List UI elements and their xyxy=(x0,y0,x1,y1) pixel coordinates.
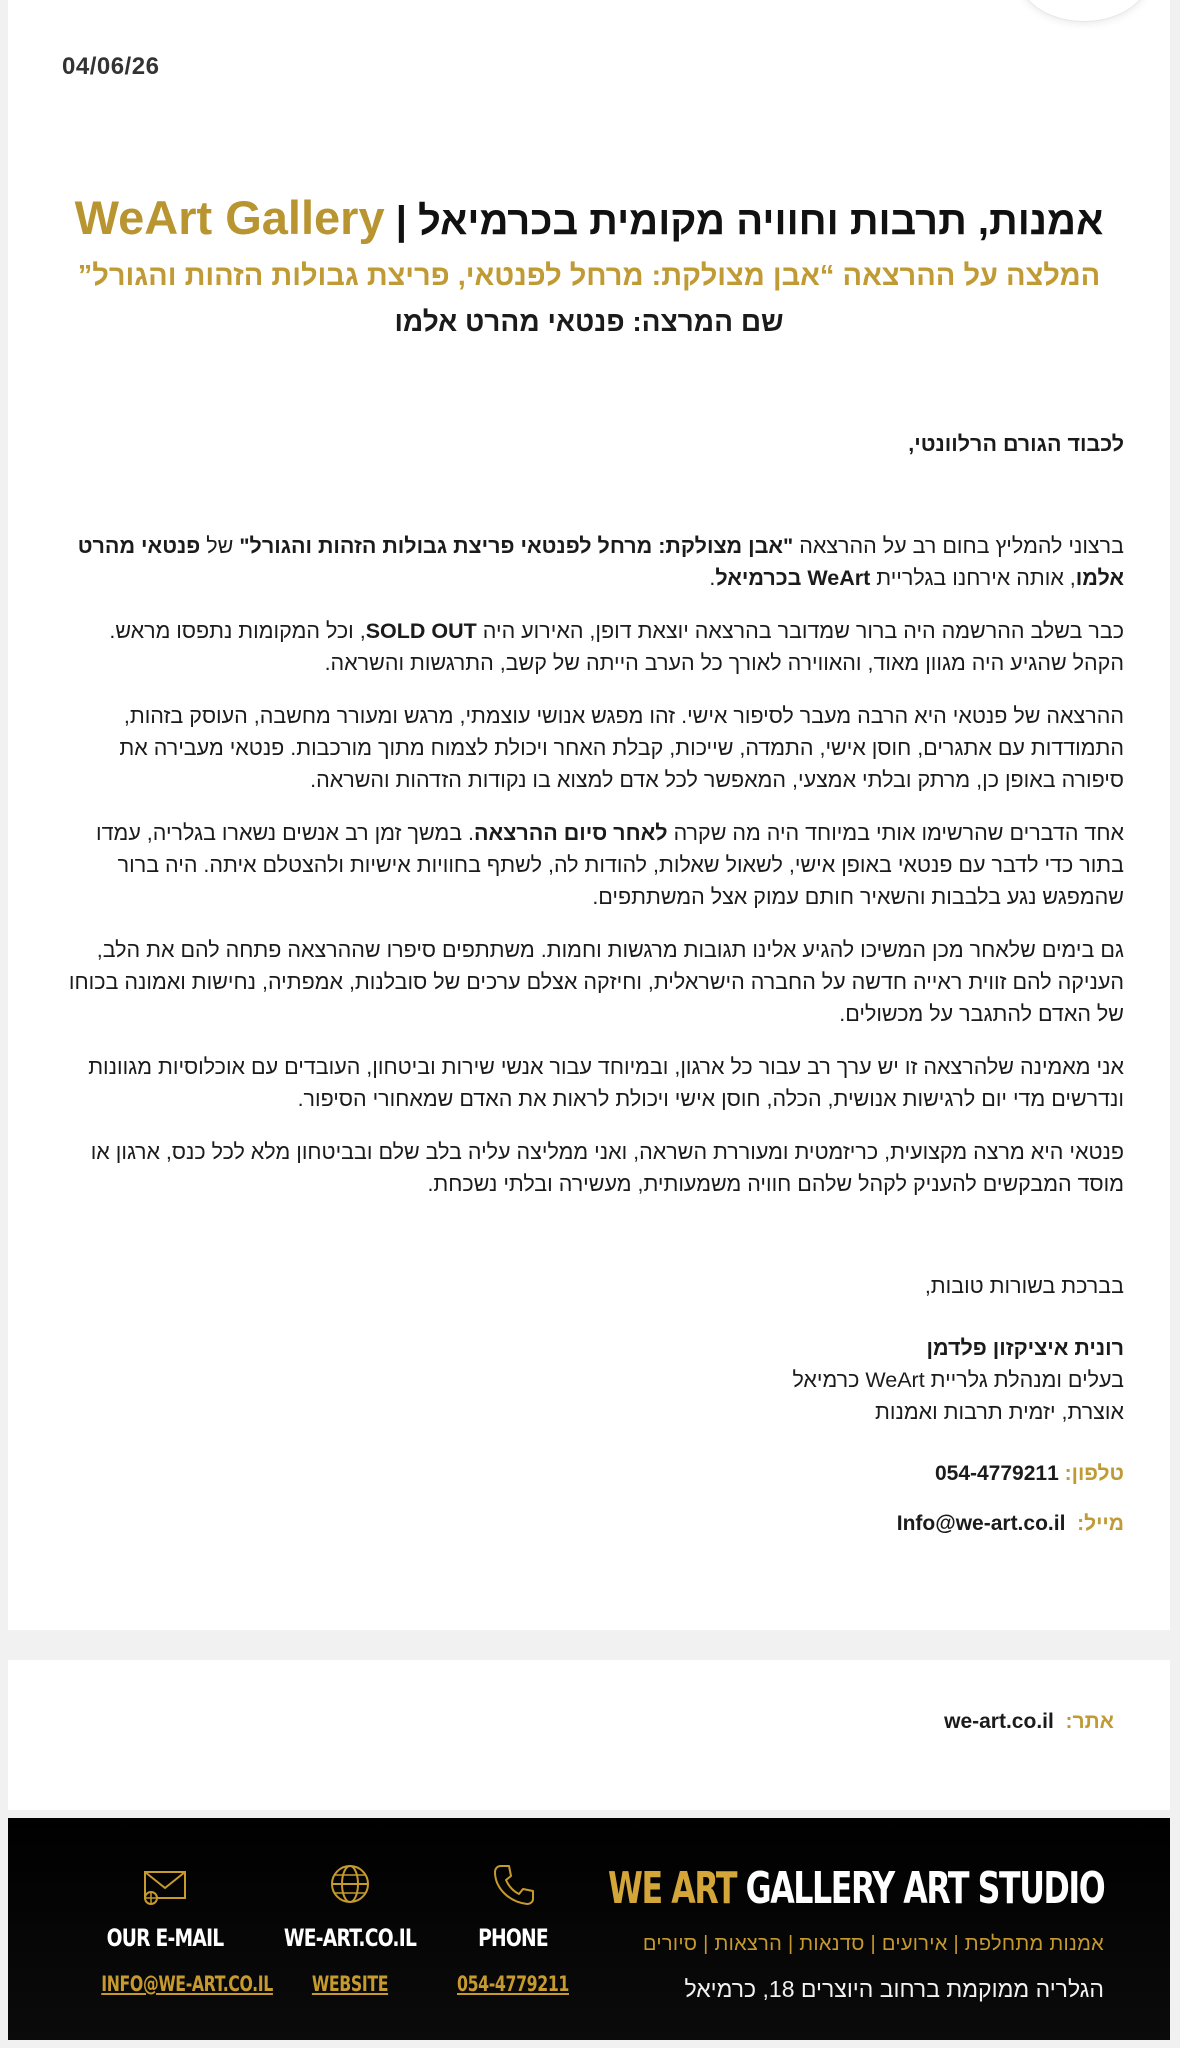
website-value[interactable]: we-art.co.il xyxy=(944,1710,1054,1733)
phone-value[interactable]: 054-4779211 xyxy=(934,1462,1059,1485)
signer-name: רונית איציקזון פלדמן xyxy=(926,1336,1124,1360)
subtitle: המלצה על ההרצאה “אבן מצולקת: מרחל לפנטאי, פריצת גבולות הזהות והגורל” xyxy=(77,260,1101,292)
letter-date: 04/06/26 xyxy=(62,53,160,80)
title-text: אמנות, תרבות וחוויה מקומית בכרמיאל | xyxy=(384,199,1104,243)
footer-phone-link[interactable]: 054-4779211 xyxy=(456,1972,570,1996)
footer-email-link[interactable]: INFO@WE-ART.CO.IL xyxy=(101,1972,273,1996)
letter-card xyxy=(8,0,1170,1630)
signoff: בברכת בשורות טובות, xyxy=(924,1274,1124,1298)
website-line xyxy=(944,1710,1114,1734)
greeting: לכבוד הגורם הרלוונטי, xyxy=(908,432,1124,456)
envelope-icon xyxy=(139,1858,191,1910)
paragraph-2: כבר בשלב ההרשמה היה ברור שמדובר בהרצאה יוצאת דופן, האירוע היה SOLD OUT, וכל המקומות נתפסו מראש. הקהל שהגיע היה מגוון מאוד, והאווירה לאורך כל הערב הייתה של קשב, התרגשות והשראה. xyxy=(109,619,1124,675)
footer-email-heading: OUR E-MAIL xyxy=(106,1924,224,1952)
paragraph-3: ההרצאה של פנטאי היא הרבה מעבר לסיפור אישי. זהו מפגש אנושי עוצמתי, מרגש ומעורר מחשבה, העוסק בזהות, התמודדות עם אתגרים, חוסן אישי, התמדה, שייכות, קבלת האחר ויכולת לצמוח מתוך מורכבות. פנטאי מעבירה את סיפורה באופן כן, מרתק ובלתי אמצעי, המאפשר לכל אדם למצוא בו נקודות הזדהות והשראה. xyxy=(119,704,1124,792)
website-card xyxy=(8,1660,1170,1810)
signer-role-2: אוצרת, יזמית תרבות ואמנות xyxy=(875,1400,1124,1424)
phone-label: טלפון: xyxy=(1064,1462,1124,1485)
paragraph-4: אחד הדברים שהרשימו אותי במיוחד היה מה שקרה לאחר סיום ההרצאה. במשך זמן רב אנשים נשארו בגלריה, עמדו בתור כדי לדבר עם פנטאי באופן אישי, לשאול שאלות, להודות לה, לשתף בחוויות אישיות ולהצטלם איתה. היה ברור שהמפגש נגע בלבבות והשאיר חותם עמוק אצל המשתתפים. xyxy=(96,821,1124,909)
footer-banner xyxy=(8,1818,1170,2040)
paragraph-7: פנטאי היא מרצה מקצועית, כריזמטית ומעוררת השראה, ואני ממליצה עליה בלב שלם ובביטחון מלא לכל כנס, ארגון או מוסד המבקשים להעניק לקהל שלהם חוויה משמעותית, מעשירה ובלתי נשכחת. xyxy=(90,1140,1124,1196)
footer-website-link[interactable]: WEBSITE xyxy=(311,1972,389,1996)
footer-website-heading: WE-ART.CO.IL xyxy=(283,1924,417,1952)
lecturer-name: שם המרצה: פנטאי מהרט אלמו xyxy=(394,306,784,337)
website-label: אתר: xyxy=(1065,1710,1114,1733)
footer-services: אמנות מתחלפת | אירועים | סדנאות | הרצאות | סיורים xyxy=(642,1933,1104,1955)
decorative-circle xyxy=(1018,0,1150,22)
signer-role-1: בעלים ומנהלת גלריית WeArt כרמיאל xyxy=(792,1368,1124,1392)
footer-phone-heading: PHONE xyxy=(478,1924,548,1952)
globe-icon xyxy=(324,1858,376,1910)
paragraph-1: ברצוני להמליץ בחום רב על ההרצאה "אבן מצולקת: מרחל לפנטאי פריצת גבולות הזהות והגורל" של פנטאי מהרט אלמו, אותה אירחנו בגלריית WeArt בכרמיאל. xyxy=(77,534,1124,590)
brand-logo-text: WE ART GALLERY ART STUDIO xyxy=(607,1863,1104,1914)
paragraph-5: גם בימים שלאחר מכן המשיכו להגיע אלינו תגובות מרגשות וחמות. משתתפים סיפרו שההרצאה פתחה להם את הלב, העניקה להם זווית ראייה חדשה על החברה הישראלית, וחיזקה אצלם ערכים של סובלנות, אמפתיה, נחישות ואמונה בכוחו של האדם להתגבר על מכשולים. xyxy=(68,938,1124,1026)
footer-phone xyxy=(428,1858,598,1996)
phone-icon xyxy=(487,1858,539,1910)
footer-email xyxy=(80,1858,273,1996)
letter-body xyxy=(64,428,1124,1561)
mail-value[interactable]: Info@we-art.co.il xyxy=(896,1512,1066,1535)
phone-line xyxy=(64,1458,1124,1490)
title-brand: WeArt Gallery xyxy=(74,191,385,244)
page-title xyxy=(8,190,1170,245)
footer-website xyxy=(265,1858,435,1996)
footer-address: הגלריה ממוקמת ברחוב היוצרים 18, כרמיאל xyxy=(684,1976,1104,2002)
mail-label: מייל: xyxy=(1077,1512,1124,1535)
mail-line xyxy=(64,1508,1124,1540)
paragraph-6: אני מאמינה שלהרצאה זו יש ערך רב עבור כל ארגון, ובמיוחד עבור אנשי שירות וביטחון, העובדים עם אוכלוסיות מגוונות ונדרשים מדי יום לרגישות אנושית, הכלה, חוסן אישי ויכולת לראות את האדם שמאחורי הסיפור. xyxy=(88,1055,1124,1111)
